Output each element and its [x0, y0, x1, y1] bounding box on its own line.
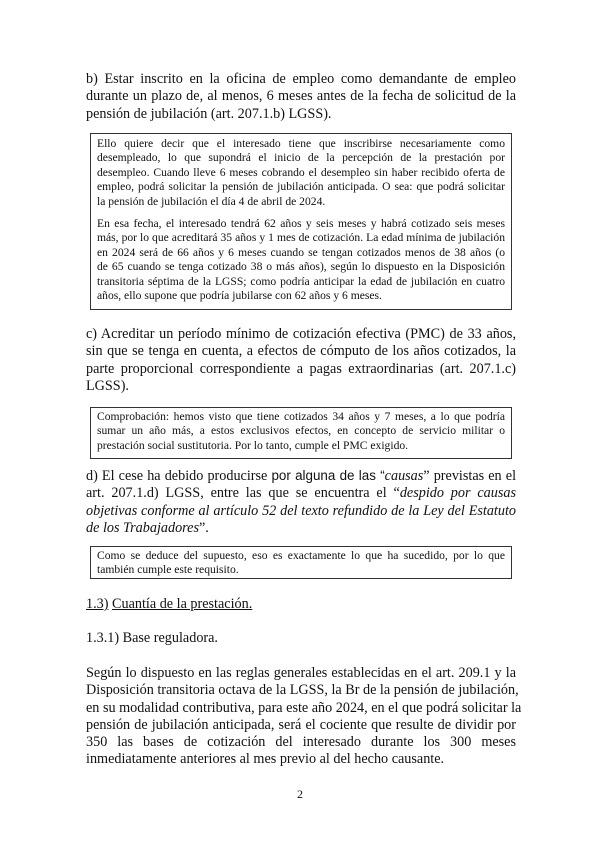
- text-line: también cumple este requisito.: [97, 563, 239, 577]
- requirement-c-paragraph: [86, 326, 516, 395]
- text-line: Disposición transitoria octava de la LGSS, la Br de la pensión de jubilación,: [86, 682, 519, 699]
- text-line: LGSS).: [86, 377, 129, 394]
- text-line: parte proporcional correspondiente a pagas extraordinarias (art. 207.1.c): [86, 360, 516, 377]
- text-line: prestación social sustitutoria. Por lo tanto, cumple el PMC exigido.: [97, 438, 409, 452]
- text-line: Comprobación: hemos visto que tiene cotizados 34 años y 7 meses, a lo que podría: [97, 410, 505, 423]
- page-number: 2: [297, 787, 303, 801]
- text-line: c) Acreditar un período mínimo de cotización efectiva (PMC) de 33 años,: [86, 326, 516, 342]
- text-line: Según lo dispuesto en las reglas generales establecidas en el art. 209.1 y la: [86, 665, 516, 681]
- text-line: durante un plazo de, al menos, 6 meses antes de la fecha de solicitud de la: [86, 88, 516, 105]
- text-line: sumar un año más, a estos exclusivos efectos, en concepto de servicio militar o: [97, 424, 505, 438]
- box-paragraph: [97, 137, 505, 209]
- heading-number: 1.3): [86, 596, 109, 612]
- text-line: Ello quiere decir que el interesado tiene que inscribirse necesariamente como: [97, 137, 505, 150]
- text-line: desempleo. Cuando lleve 6 meses cobrando el desempleo sin haber recibido oferta de: [97, 165, 505, 179]
- requirement-d-paragraph: [86, 467, 516, 537]
- explanation-box-c: [90, 407, 512, 459]
- text-line: de los Trabajadores”.: [86, 519, 209, 536]
- base-reguladora-paragraph: [86, 665, 522, 769]
- text-line: en su modalidad contributiva, para este año 2024, en el que podrá solicitar la: [86, 699, 522, 716]
- text-line: Como se deduce del supuesto, eso es exactamente lo que ha sucedido, por lo que: [97, 549, 505, 562]
- box-paragraph: [97, 217, 505, 303]
- section-heading-1-3: [86, 596, 516, 613]
- text-line: empleo, podrá solicitar la pensión de jubilación anticipada. O sea: que podrá solicitar: [97, 180, 505, 194]
- text-line: En esa fecha, el interesado tendrá 62 años y seis meses y habrá cotizado seis meses: [97, 217, 505, 231]
- text-line: pensión de jubilación anticipada, será el cociente que resulte de dividir por: [86, 716, 516, 733]
- text-line: transitoria séptima de la LGSS; como podría anticipar la edad de jubilación en cuatro: [97, 274, 505, 288]
- requirement-b-paragraph: [86, 71, 516, 123]
- text-line: años, ello supone que podría jubilarse con 62 años y 6 meses.: [97, 289, 382, 303]
- text-line: más, por lo que acreditará 35 años y 1 mes de cotización. La edad mínima de jubilación: [97, 231, 505, 245]
- subsection-heading-1-3-1: 1.3.1) Base reguladora.: [86, 630, 218, 646]
- text-line: pensión de jubilación (art. 207.1.b) LGSS).: [86, 105, 332, 122]
- text-line: art. 207.1.d) LGSS, entre las que se encuentra el “despido por causas: [86, 485, 516, 502]
- text-line: 350 las bases de cotización del interesado durante los 300 meses: [86, 734, 516, 751]
- text-line: sin que se tenga en cuenta, a efectos de cómputo de los años cotizados, la: [86, 343, 516, 360]
- text-line: en 2024 será de 66 años y 6 meses cuando se tengan cotizados menos de 38 años (o: [97, 245, 505, 259]
- text-line: b) Estar inscrito en la oficina de empleo como demandante de empleo: [86, 71, 516, 87]
- text-line: la pensión de jubilación el día 4 de abril de 2024.: [97, 194, 326, 208]
- text-line: inmediatamente anteriores al mes previo al del hecho causante.: [86, 751, 445, 768]
- text-line: d) El cese ha debido producirse por alguna de las “causas” previstas en el: [86, 468, 517, 484]
- heading-title: Cuantía de la prestación.: [112, 596, 253, 612]
- text-line: de 65 cuando se tenga cotizado 38 o más años), según lo dispuesto en la Disposición: [97, 260, 505, 274]
- explanation-box-b: [90, 133, 512, 310]
- text-line: objetivas conforme al artículo 52 del texto refundido de la Ley del Estatuto: [86, 502, 516, 519]
- explanation-box-d: [90, 546, 512, 579]
- text-line: desempleado, lo que supondrá el inicio de la percepción de la prestación por: [97, 151, 505, 165]
